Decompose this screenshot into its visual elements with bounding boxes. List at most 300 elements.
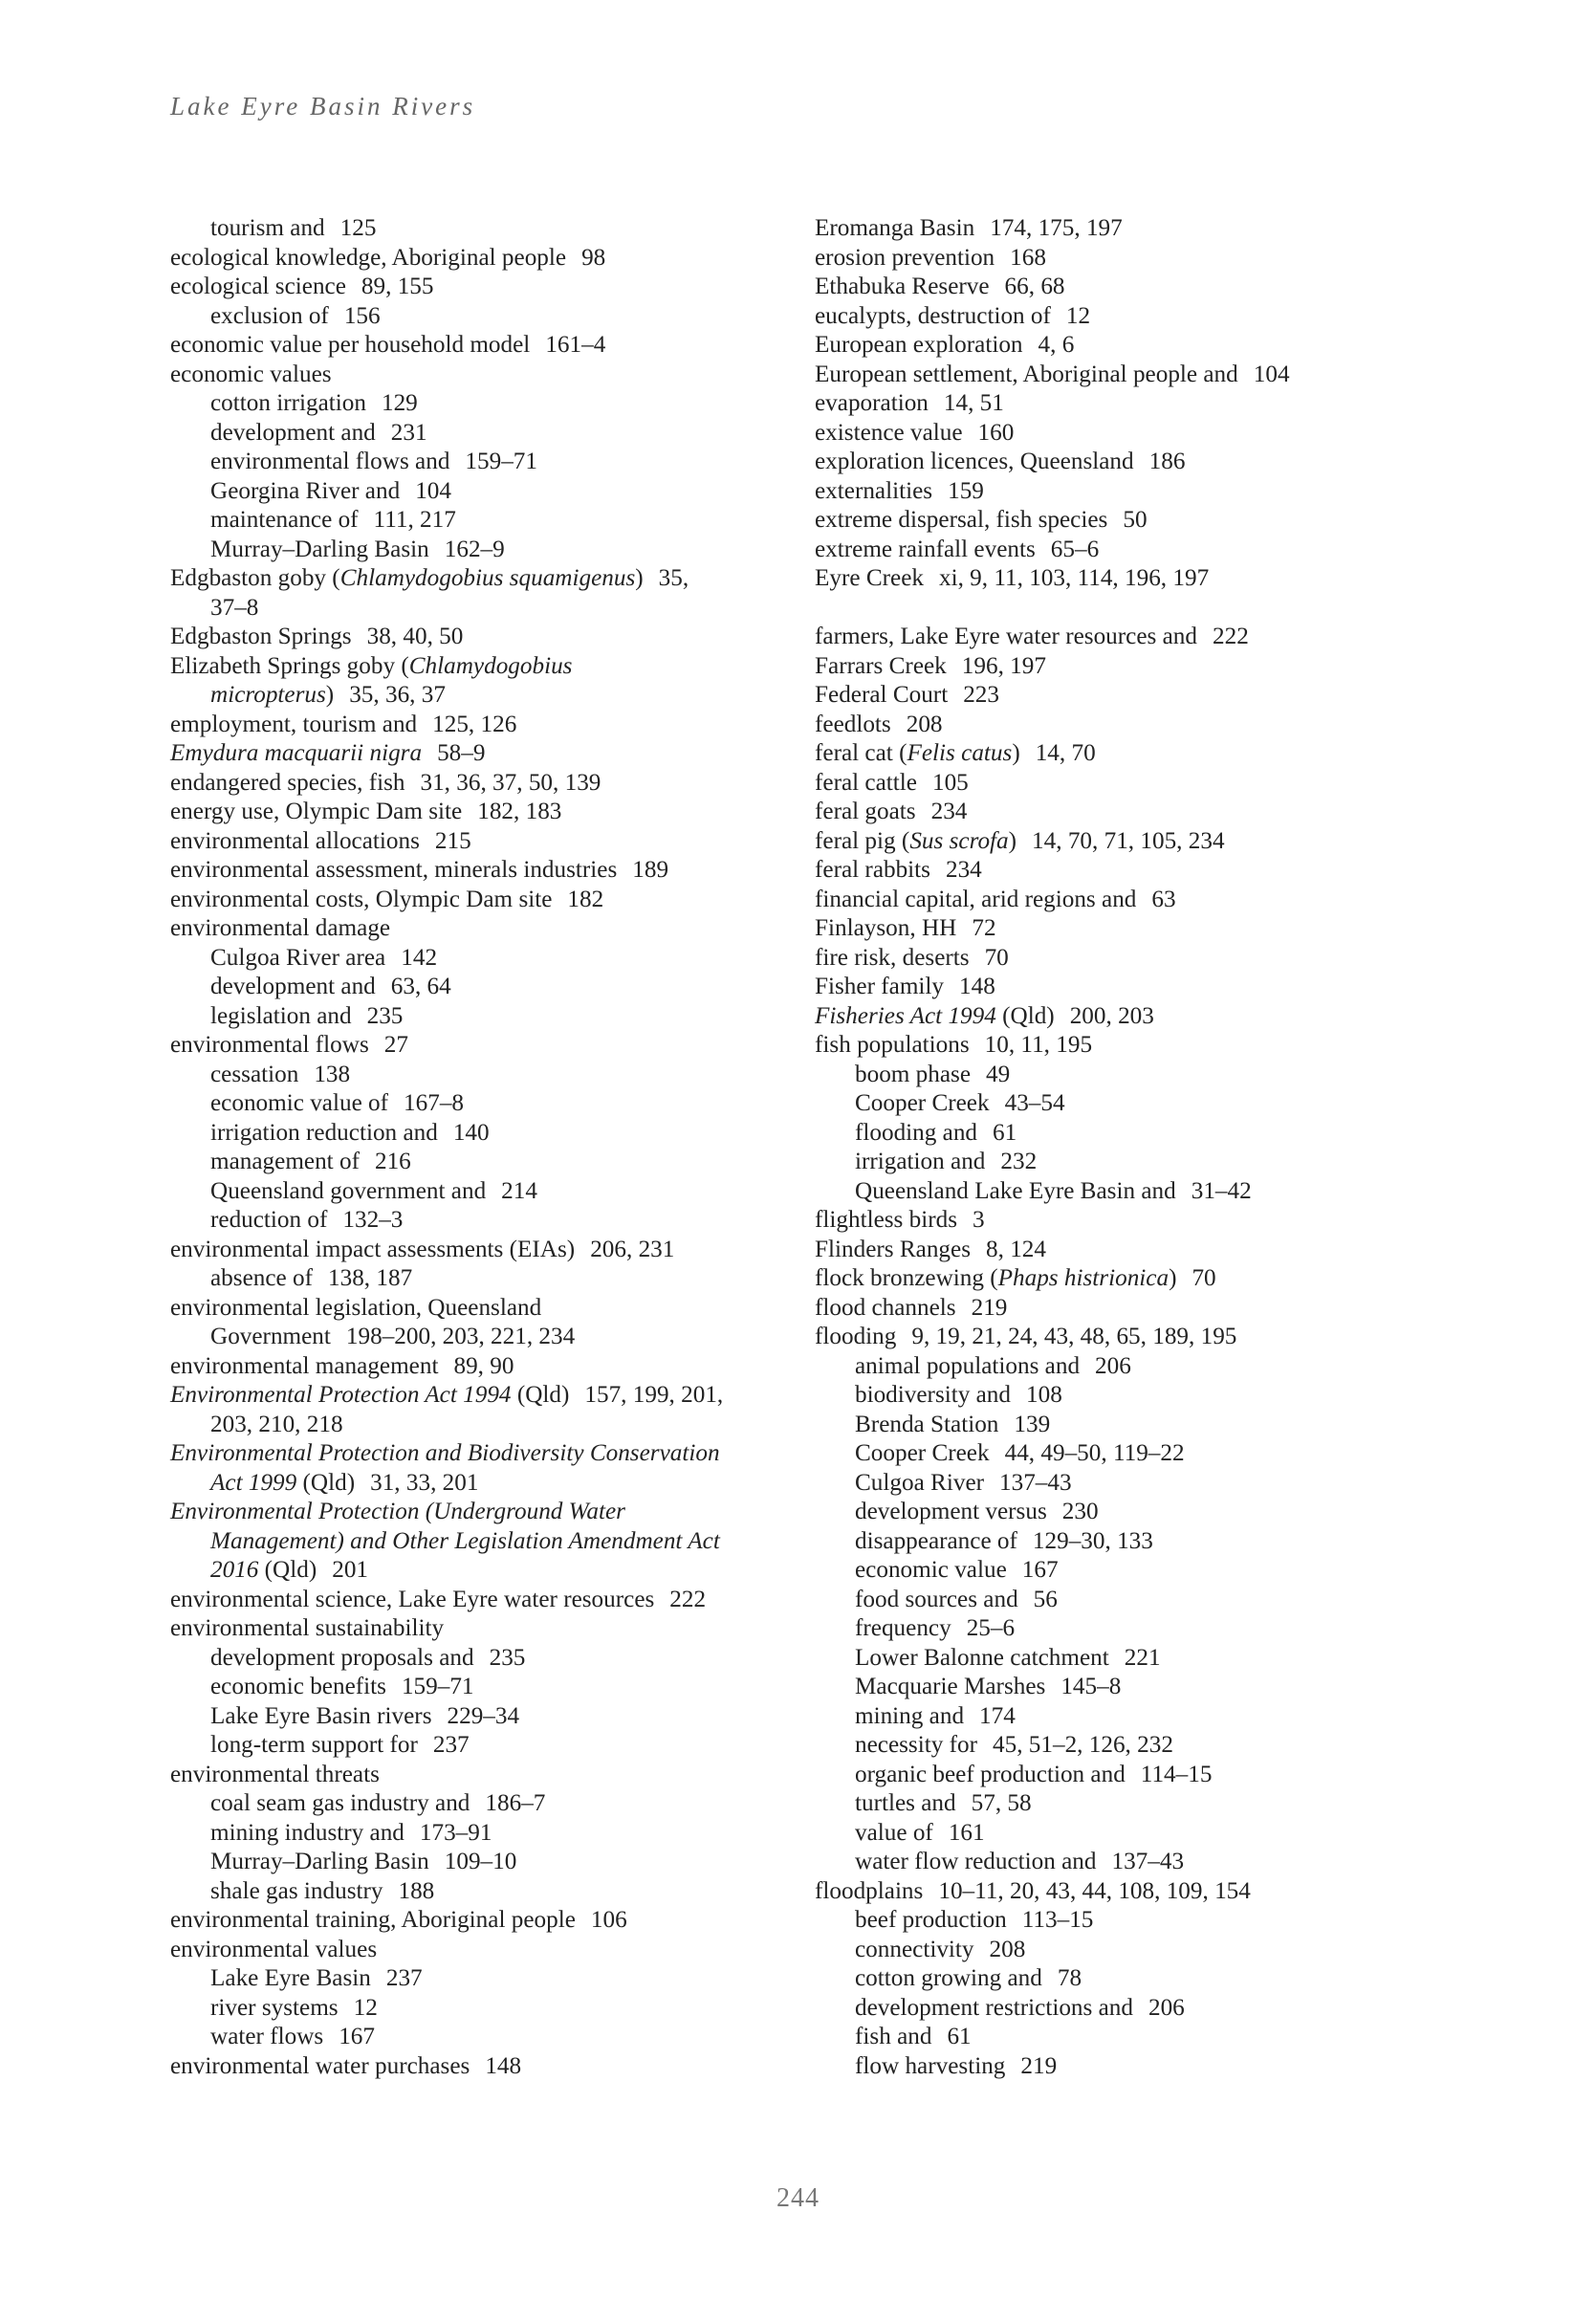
index-page-refs: 216: [374, 1149, 411, 1174]
index-page-refs: 138, 187: [328, 1265, 413, 1291]
index-page-refs: 160: [977, 419, 1015, 446]
index-entry: [815, 214, 1484, 244]
index-term: Environmental Protection Act 1994: [170, 1382, 512, 1408]
index-entry: [170, 856, 811, 886]
index-continuation: [170, 1411, 811, 1440]
index-continuation: [170, 1469, 811, 1499]
index-term: flood channels: [815, 1294, 956, 1321]
index-page-refs: 196, 197: [961, 652, 1046, 679]
index-page-refs: 113–15: [1021, 1907, 1094, 1933]
index-term: economic value of: [210, 1090, 389, 1116]
index-subentry: [170, 419, 811, 449]
index-term: Queensland Lake Eyre Basin and: [855, 1177, 1176, 1204]
index-term: Felis catus: [907, 740, 1013, 766]
index-page-refs: 235: [366, 1002, 404, 1029]
index-term: Chlamydogobius: [408, 652, 573, 679]
index-page-refs: 237: [385, 1965, 423, 1991]
index-term: environmental costs, Olympic Dam site: [170, 886, 553, 912]
index-entry: [170, 361, 811, 390]
index-subentry: [815, 1469, 1484, 1499]
index-term: feral cat (: [815, 740, 907, 766]
index-page-refs: 4, 6: [1038, 332, 1075, 358]
index-subentry: [815, 1906, 1484, 1936]
index-page-refs: 66, 68: [1004, 274, 1065, 299]
index-term: management of: [210, 1149, 360, 1174]
index-term: Lower Balonne catchment: [855, 1644, 1109, 1671]
index-page-refs: 221: [1124, 1644, 1161, 1671]
index-entry: [815, 273, 1484, 302]
index-page-refs: 70: [984, 944, 1009, 971]
index-page-refs: 230: [1061, 1499, 1099, 1524]
index-entry: [170, 1906, 811, 1936]
index-term: Farrars Creek: [815, 652, 947, 679]
index-term: economic values: [170, 361, 332, 387]
index-page-refs: 222: [669, 1586, 707, 1612]
index-term: ): [1169, 1265, 1177, 1291]
index-term: mining and: [855, 1702, 965, 1729]
index-page-refs: 14, 51: [943, 390, 1004, 416]
index-entry: [815, 1323, 1484, 1352]
index-term: irrigation and: [855, 1149, 986, 1174]
index-term: (Qld): [258, 1557, 317, 1583]
index-page-refs: 31, 36, 37, 50, 139: [420, 769, 601, 796]
index-subentry: [815, 1411, 1484, 1440]
index-page-refs: 14, 70: [1035, 740, 1096, 766]
index-page-refs: 189: [632, 857, 669, 883]
index-term: boom phase: [855, 1061, 972, 1087]
index-term: ): [1012, 740, 1020, 766]
index-page-refs: 98: [581, 244, 606, 271]
index-page-refs: 108: [1026, 1382, 1062, 1408]
index-term: flooding: [815, 1324, 897, 1349]
index-term: ecological knowledge, Aboriginal people: [170, 244, 567, 271]
index-subentry: [815, 1614, 1484, 1644]
index-term: Federal Court: [815, 682, 949, 708]
index-term: frequency: [855, 1615, 951, 1641]
index-page-refs: 167–8: [404, 1090, 464, 1116]
index-term: endangered species, fish: [170, 769, 405, 796]
index-term: fish and: [855, 2024, 932, 2049]
index-entry: [815, 856, 1484, 886]
index-page-refs: 38, 40, 50: [366, 624, 464, 649]
index-term: European settlement, Aboriginal people and: [815, 361, 1238, 387]
index-page-refs: 10–11, 20, 43, 44, 108, 109, 154: [938, 1877, 1251, 1904]
index-term: existence value: [815, 419, 963, 446]
index-subentry: [170, 389, 811, 419]
index-subentry: [815, 1352, 1484, 1382]
index-subentry: [815, 1936, 1484, 1965]
index-term: absence of: [210, 1265, 313, 1291]
index-entry: [170, 652, 811, 682]
index-page-refs: 173–91: [419, 1819, 492, 1846]
index-term: energy use, Olympic Dam site: [170, 799, 463, 824]
index-term: tourism and: [210, 215, 325, 241]
index-page-refs: 8, 124: [986, 1236, 1046, 1262]
index-term: shale gas industry: [210, 1877, 383, 1904]
index-term: environmental training, Aboriginal people: [170, 1907, 576, 1933]
index-page-refs: 63: [1151, 886, 1176, 912]
index-term: reduction of: [210, 1207, 328, 1233]
index-entry: [815, 1002, 1484, 1032]
index-term: Murray–Darling Basin: [210, 1849, 429, 1874]
index-term: flightless birds: [815, 1207, 958, 1233]
index-continuation: [170, 1527, 811, 1557]
index-term: development proposals and: [210, 1644, 474, 1671]
index-term: cotton irrigation: [210, 390, 366, 416]
index-term: 37–8: [210, 594, 259, 621]
index-entry: [815, 973, 1484, 1002]
index-entry: [170, 1439, 811, 1469]
index-term: economic value: [855, 1557, 1007, 1583]
index-entry: [170, 623, 811, 652]
index-entry: [170, 798, 811, 827]
index-term: exploration licences, Queensland: [815, 449, 1134, 474]
index-entry: [815, 652, 1484, 682]
index-entry: [815, 623, 1484, 652]
index-entry: [170, 244, 811, 274]
index-subentry: [170, 1119, 811, 1149]
index-continuation: [170, 1556, 811, 1586]
index-subentry: [170, 214, 811, 244]
index-term: environmental legislation, Queensland: [170, 1294, 542, 1321]
index-subentry: [170, 1789, 811, 1819]
index-entry: [170, 769, 811, 799]
index-subentry: [170, 1994, 811, 2024]
index-entry: [170, 827, 811, 857]
index-term: (Qld): [511, 1382, 570, 1408]
index-page-refs: 223: [963, 682, 999, 708]
index-page-refs: 159–71: [401, 1674, 474, 1699]
index-page-refs: 9, 19, 21, 24, 43, 48, 65, 189, 195: [911, 1324, 1237, 1349]
index-subentry: [170, 973, 811, 1002]
index-term: Eromanga Basin: [815, 215, 975, 241]
index-term: feral pig (: [815, 827, 910, 854]
index-continuation: [170, 594, 811, 624]
index-entry: [815, 448, 1484, 477]
index-term: environmental damage: [170, 915, 391, 941]
index-entry: [170, 1936, 811, 1965]
index-page-refs: 145–8: [1060, 1674, 1122, 1699]
index-entry: [815, 914, 1484, 944]
index-subentry: [170, 1877, 811, 1907]
index-entry: [815, 1031, 1484, 1061]
index-term: flow harvesting: [855, 2052, 1006, 2079]
index-term: development and: [210, 419, 376, 446]
index-term: ): [1008, 827, 1017, 854]
index-page-refs: 61: [947, 2024, 972, 2049]
index-entry: [170, 1761, 811, 1790]
index-subentry: [815, 1761, 1484, 1790]
index-page-refs: 139: [1014, 1411, 1051, 1437]
index-term: feral rabbits: [815, 857, 930, 883]
index-page-refs: 70: [1192, 1265, 1216, 1291]
index-term: extreme dispersal, fish species: [815, 507, 1108, 533]
index-page-refs: 129: [381, 390, 418, 416]
index-term: flooding and: [855, 1119, 978, 1146]
index-page-refs: 3: [973, 1207, 985, 1233]
index-page-refs: 137–43: [1111, 1849, 1185, 1874]
index-page-refs: 49: [986, 1061, 1011, 1087]
index-term: Elizabeth Springs goby (: [170, 652, 409, 679]
index-page-refs: 114–15: [1140, 1761, 1213, 1787]
index-page-refs: 219: [1020, 2052, 1058, 2079]
index-term: economic benefits: [210, 1674, 386, 1699]
index-term: erosion prevention: [815, 244, 995, 271]
index-subentry: [170, 1673, 811, 1702]
index-page-refs: 72: [972, 915, 996, 941]
index-subentry: [170, 477, 811, 507]
index-term: evaporation: [815, 390, 929, 416]
index-entry: [815, 477, 1484, 507]
index-subentry: [815, 2052, 1484, 2082]
index-term: ): [635, 565, 644, 591]
index-subentry: [815, 1498, 1484, 1527]
index-term: cessation: [210, 1061, 299, 1087]
index-term: water flow reduction and: [855, 1849, 1097, 1874]
index-subentry: [815, 2023, 1484, 2052]
index-term: Management) and Other Legislation Amendment Act: [210, 1527, 720, 1554]
index-page-refs: 182: [567, 886, 604, 912]
index-entry: [815, 1264, 1484, 1294]
index-page-refs: 206: [1095, 1352, 1131, 1379]
index-term: 2016: [210, 1557, 259, 1583]
index-term: flock bronzewing (: [815, 1265, 998, 1291]
index-term: Emydura macquarii nigra: [170, 740, 423, 766]
index-subentry: [170, 1702, 811, 1732]
index-term: feedlots: [815, 711, 891, 737]
index-page-refs: 27: [383, 1032, 408, 1058]
index-page-refs: 215: [434, 827, 471, 854]
index-entry: [815, 681, 1484, 711]
index-term: feral goats: [815, 799, 916, 824]
index-page-refs: 25–6: [966, 1615, 1016, 1641]
index-page-refs: 208: [989, 1936, 1026, 1962]
index-term: Lake Eyre Basin rivers: [210, 1702, 432, 1729]
index-subentry: [170, 1206, 811, 1236]
index-subentry: [170, 944, 811, 974]
index-entry: [815, 769, 1484, 799]
index-entry: [815, 389, 1484, 419]
index-page-refs: 14, 70, 71, 105, 234: [1032, 827, 1225, 854]
index-subentry: [170, 2023, 811, 2052]
index-page-refs: 235: [489, 1644, 526, 1671]
index-entry: [815, 827, 1484, 857]
index-term: ): [325, 682, 335, 708]
index-term: Macquarie Marshes: [855, 1674, 1046, 1699]
index-subentry: [170, 506, 811, 536]
index-term: environmental management: [170, 1352, 439, 1379]
index-term: Fisher family: [815, 974, 945, 999]
index-page-refs: 157, 199, 201,: [584, 1382, 724, 1408]
index-page-refs: 186–7: [485, 1790, 546, 1816]
index-subentry: [815, 1994, 1484, 2024]
index-term: animal populations and: [855, 1352, 1081, 1379]
index-term: water flows: [210, 2024, 324, 2049]
index-term: environmental values: [170, 1936, 378, 1962]
index-subentry: [170, 1089, 811, 1119]
index-subentry: [815, 1061, 1484, 1090]
index-term: Cooper Creek: [855, 1440, 990, 1466]
index-entry: [815, 1877, 1484, 1907]
running-head: Lake Eyre Basin Rivers: [170, 92, 476, 120]
index-page-refs: 156: [343, 302, 381, 329]
index-term: externalities: [815, 477, 933, 504]
index-entry: [170, 1498, 811, 1527]
index-term: Georgina River and: [210, 477, 401, 504]
index-page-refs: 35,: [658, 565, 689, 591]
index-page-refs: 104: [1253, 361, 1290, 387]
index-entry: [815, 798, 1484, 827]
index-subentry: [170, 536, 811, 565]
index-entry: [170, 1031, 811, 1061]
index-page-refs: 186: [1148, 449, 1186, 474]
index-entry: [170, 1294, 811, 1324]
index-term: (Qld): [995, 1002, 1055, 1029]
index-page-refs: 208: [906, 711, 943, 737]
index-page-refs: 45, 51–2, 126, 232: [993, 1732, 1173, 1758]
index-page-refs: 78: [1057, 1965, 1082, 1991]
index-entry: [170, 1586, 811, 1615]
index-entry: [170, 331, 811, 361]
index-page-refs: 111, 217: [373, 507, 456, 533]
index-page-refs: 137–43: [999, 1469, 1072, 1496]
index-entry: [815, 419, 1484, 449]
index-page-refs: 43–54: [1004, 1090, 1065, 1116]
index-entry: [170, 914, 811, 944]
index-term: value of: [855, 1819, 933, 1846]
index-page-refs: 162–9: [444, 536, 505, 562]
index-page-refs: 50: [1123, 507, 1148, 533]
index-term: environmental water purchases: [170, 2052, 470, 2079]
page-number: 244: [776, 2183, 820, 2213]
index-subentry: [170, 1644, 811, 1674]
index-entry: [815, 506, 1484, 536]
index-term: Brenda Station: [855, 1411, 999, 1437]
index-term: connectivity: [855, 1936, 974, 1962]
index-term: river systems: [210, 1994, 339, 2021]
index-continuation: [170, 1323, 811, 1352]
index-subentry: [170, 1731, 811, 1761]
index-term: Chlamydogobius squamigenus: [339, 565, 636, 591]
index-page-refs: 161: [948, 1819, 985, 1846]
index-term: fish populations: [815, 1032, 970, 1058]
index-subentry: [170, 1061, 811, 1090]
index-page-refs: 129–30, 133: [1032, 1527, 1153, 1554]
index-term: environmental impact assessments (EIAs): [170, 1236, 576, 1262]
index-subentry: [815, 1644, 1484, 1674]
index-subentry: [815, 1527, 1484, 1557]
index-term: necessity for: [855, 1732, 977, 1758]
index-entry: [815, 302, 1484, 332]
index-term: Lake Eyre Basin: [210, 1965, 371, 1991]
index-page-refs: 89, 90: [453, 1352, 514, 1379]
index-term: development and: [210, 974, 376, 999]
index-page-refs: 12: [353, 1994, 378, 2021]
index-page-refs: 89, 155: [361, 274, 434, 299]
index-term: (Qld): [296, 1469, 356, 1496]
index-page-refs: xi, 9, 11, 103, 114, 196, 197: [938, 565, 1210, 591]
index-page-refs: 109–10: [444, 1849, 517, 1874]
index-entry: [170, 711, 811, 740]
index-subentry: [815, 1702, 1484, 1732]
index-page-refs: 174, 175, 197: [990, 215, 1123, 241]
index-term: employment, tourism and: [170, 711, 418, 737]
index-term: economic value per household model: [170, 332, 531, 358]
index-term: Flinders Ranges: [815, 1236, 972, 1262]
index-term: Act 1999: [210, 1469, 297, 1496]
index-entry: [170, 1352, 811, 1382]
index-entry: [170, 564, 811, 594]
index-page-refs: 65–6: [1050, 536, 1100, 562]
index-page-refs: 200, 203: [1069, 1002, 1154, 1029]
index-term: environmental allocations: [170, 827, 420, 854]
index-term: long-term support for: [210, 1732, 418, 1758]
index-page-refs: 237: [432, 1732, 470, 1758]
index-subentry: [815, 1439, 1484, 1469]
index-term: beef production: [855, 1907, 1007, 1933]
index-page-refs: 138: [314, 1061, 351, 1087]
index-term: floodplains: [815, 1877, 924, 1904]
index-page-refs: 232: [1000, 1149, 1038, 1174]
index-term: ecological science: [170, 274, 346, 299]
index-page-refs: 56: [1033, 1586, 1058, 1612]
index-page-refs: 229–34: [447, 1702, 520, 1729]
index-page-refs: 10, 11, 195: [984, 1032, 1093, 1058]
index-subentry: [170, 1964, 811, 1994]
index-page-refs: 206, 231: [590, 1236, 675, 1262]
index-term: Finlayson, HH: [815, 915, 957, 941]
index-term: coal seam gas industry and: [210, 1790, 470, 1816]
index-term: financial capital, arid regions and: [815, 886, 1137, 912]
index-page-refs: 148: [485, 2052, 522, 2079]
index-entry: [815, 1294, 1484, 1324]
index-entry: [170, 2052, 811, 2082]
index-term: development versus: [855, 1499, 1047, 1524]
index-page-refs: 58–9: [437, 740, 486, 766]
index-term: legislation and: [210, 1002, 352, 1029]
index-entry: [170, 886, 811, 915]
index-subentry: [815, 1148, 1484, 1177]
index-term: eucalypts, destruction of: [815, 302, 1051, 329]
index-term: exclusion of: [210, 302, 329, 329]
index-subentry: [170, 1148, 811, 1177]
index-page-refs: 44, 49–50, 119–22: [1004, 1440, 1185, 1466]
index-term: development restrictions and: [855, 1994, 1133, 2021]
index-entry: [815, 361, 1484, 390]
index-term: feral cattle: [815, 769, 917, 796]
index-column-left: [170, 214, 811, 2081]
index-term: Culgoa River: [855, 1469, 985, 1496]
index-term: Edgbaston Springs: [170, 624, 352, 649]
index-term: fire risk, deserts: [815, 944, 970, 971]
index-page-refs: 219: [971, 1294, 1008, 1321]
index-entry: [170, 1381, 811, 1411]
index-page-refs: 222: [1213, 624, 1249, 649]
index-term: turtles and: [855, 1790, 956, 1816]
index-page-refs: 142: [401, 944, 438, 971]
index-term: environmental assessment, minerals industries: [170, 857, 618, 883]
index-page-refs: 159: [948, 477, 984, 504]
index-entry: [815, 739, 1484, 769]
index-page-refs: 167: [339, 2024, 375, 2049]
index-page-refs: 167: [1021, 1557, 1059, 1583]
index-term: mining industry and: [210, 1819, 404, 1846]
index-subentry: [815, 1381, 1484, 1411]
index-page-refs: 125, 126: [432, 711, 517, 737]
index-page-refs: 148: [959, 974, 995, 999]
index-term: European exploration: [815, 332, 1023, 358]
index-term: Eyre Creek: [815, 565, 924, 591]
